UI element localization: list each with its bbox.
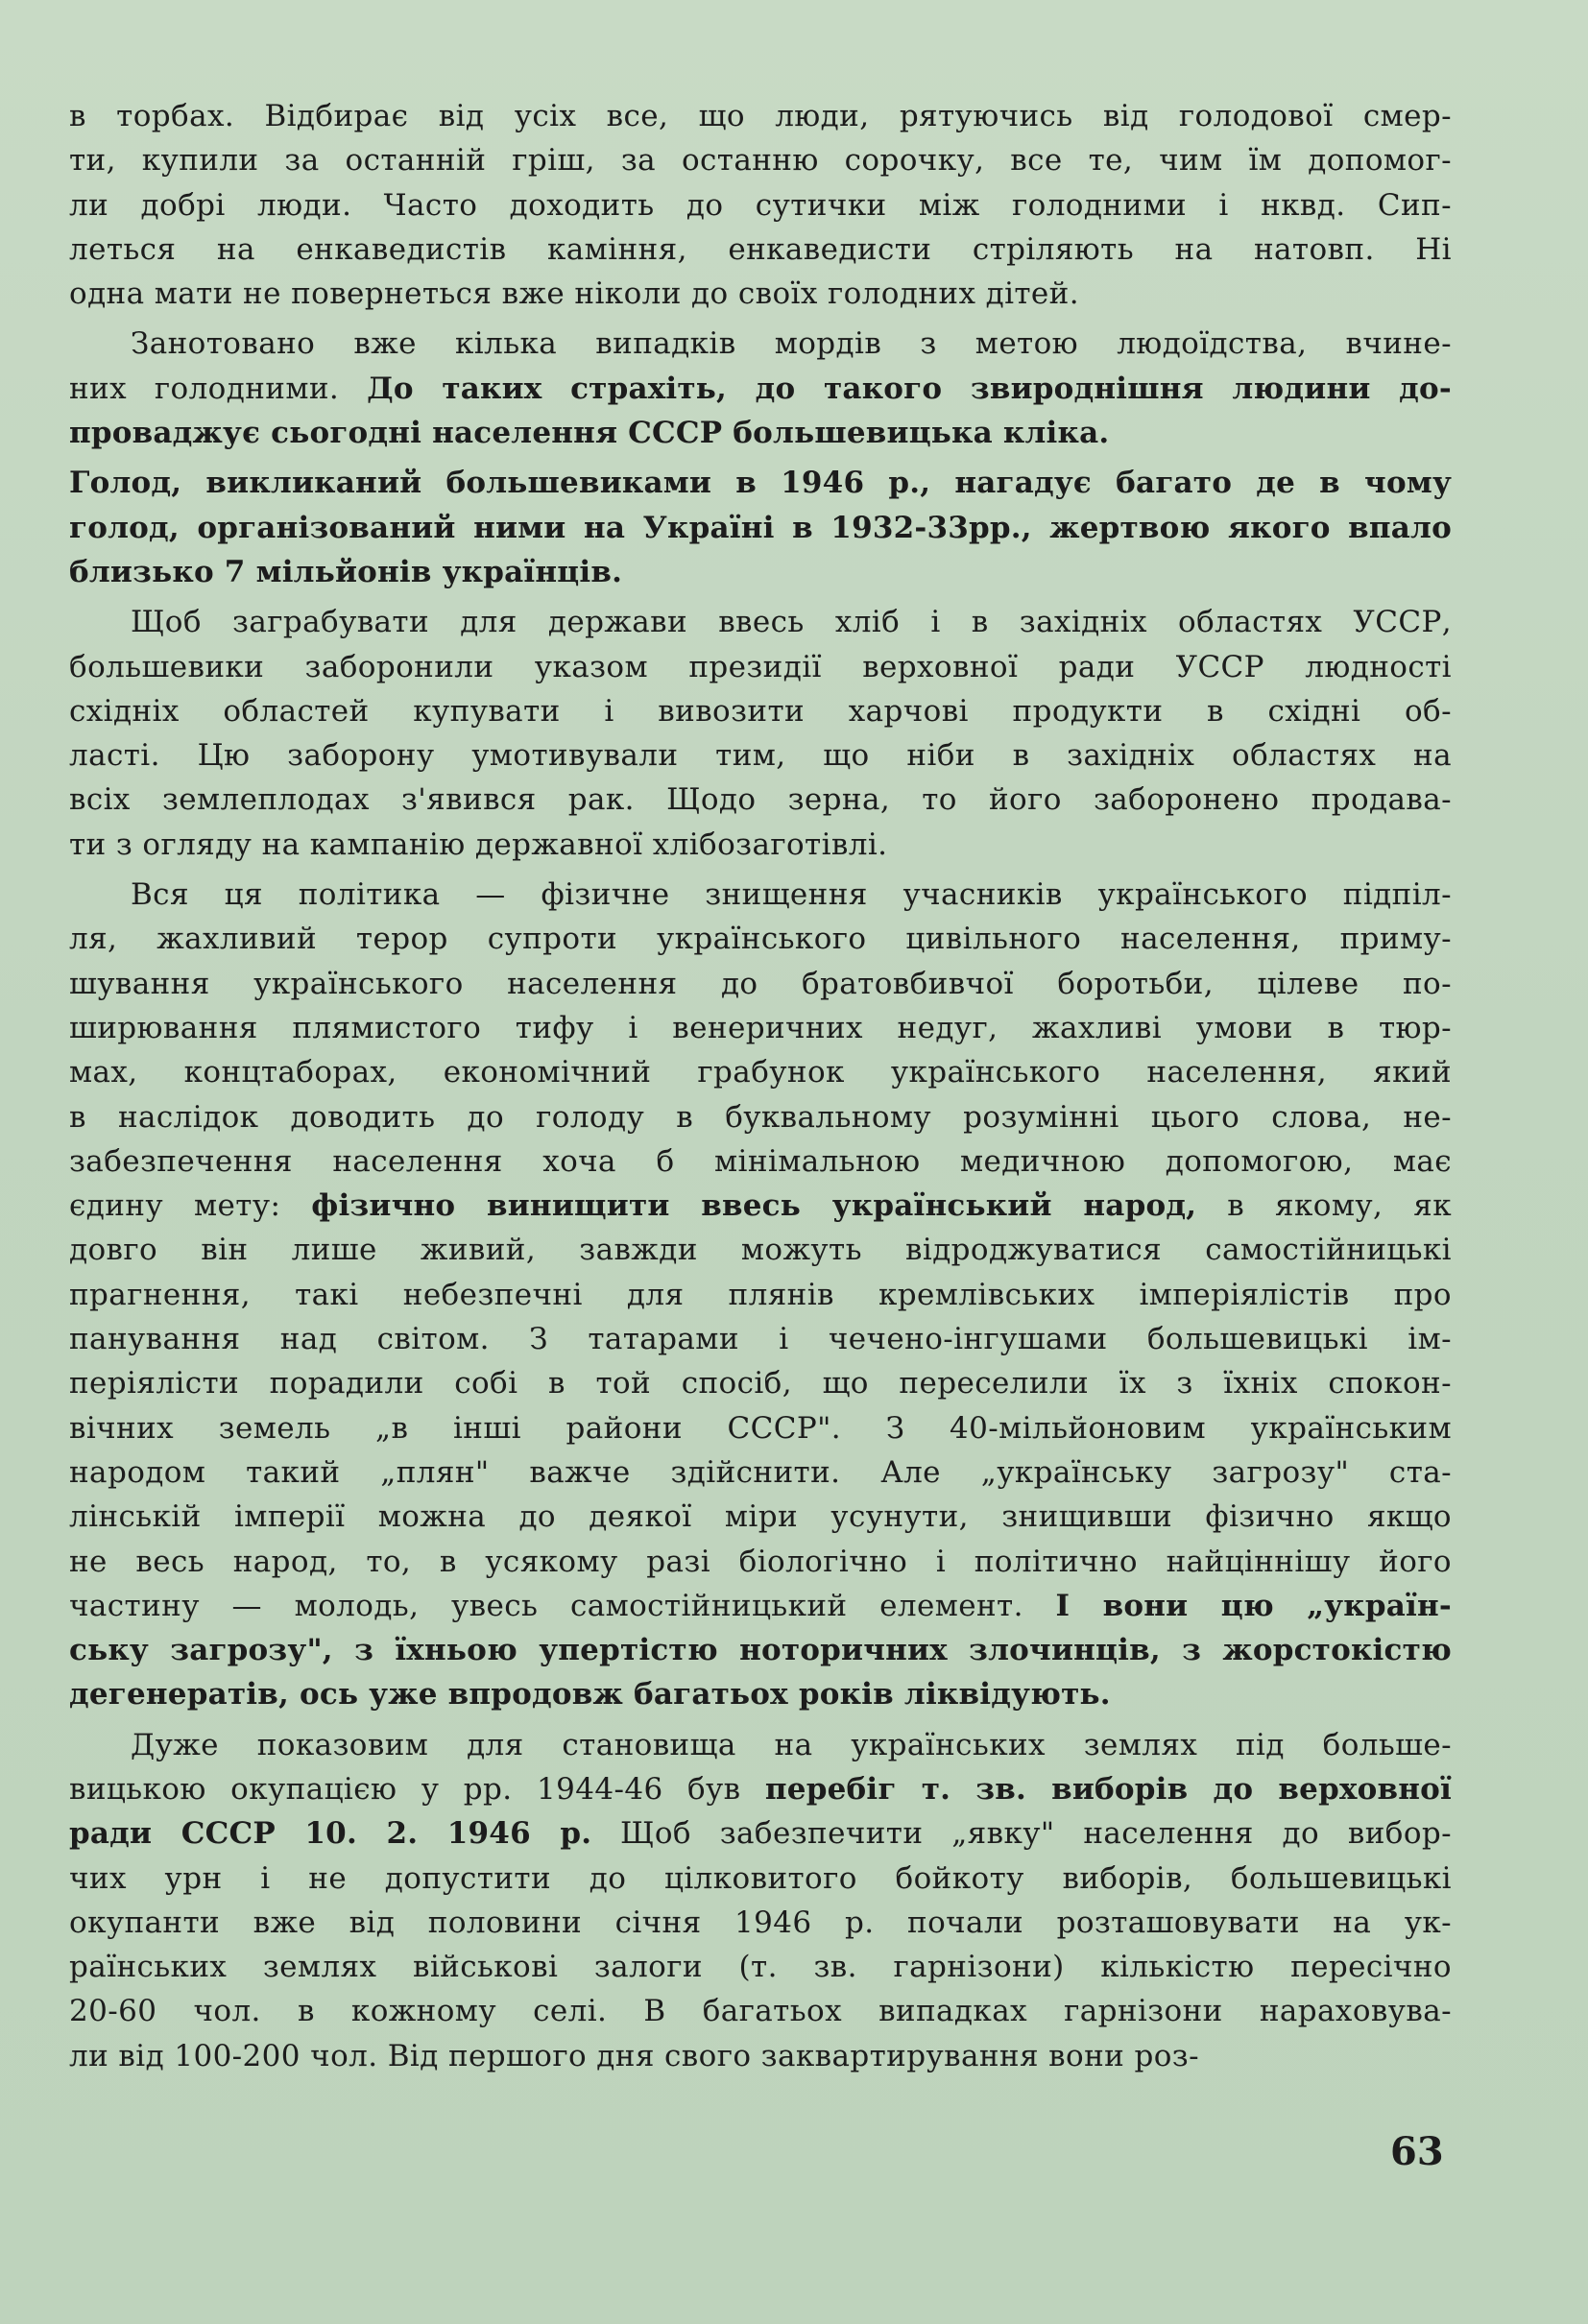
text-line	[69, 1361, 1452, 1405]
bold-text: перебіг т. зв. виборів до верховної	[764, 1771, 1452, 1807]
text-run: окупанти вже від половини січня 1946 р. почали розташовувати на ук-	[69, 1905, 1452, 1940]
text-run: єдину мету:	[69, 1188, 312, 1224]
text-run: частину — молодь, увесь самостійницький елемент.	[69, 1588, 1056, 1623]
text-line	[69, 1317, 1452, 1361]
text-run: них голодними.	[69, 371, 368, 406]
text-run: в наслідок доводить до голоду в буквальному розумінні цього слова, не-	[69, 1099, 1452, 1135]
paragraph	[69, 461, 1452, 594]
bold-text: проваджує сьогодні населення СССР большевицька кліка.	[69, 416, 1110, 451]
text-run: забезпечення населення хоча б мінімальною медичною допомогою, має	[69, 1143, 1452, 1179]
paragraph	[69, 873, 1452, 1717]
text-line	[69, 411, 1452, 455]
text-run: в торбах. Відбирає від усіх все, що люди, рятуючись від голодової смер-	[69, 99, 1452, 133]
text-run: ширювання плямистого тифу і венеричних недуг, жахливі умови в тюр-	[69, 1010, 1452, 1045]
text-run: Занотовано вже кілька випадків мордів з метою людоїдства, вчине-	[131, 326, 1452, 362]
text-run: всіх землеплодах з'явився рак. Щодо зерна, то його заборонено продава-	[69, 782, 1452, 818]
text-line	[69, 461, 1452, 505]
text-run: вицькою окупацією у рр. 1944-46 був	[69, 1771, 765, 1807]
bold-text: До таких страхіть, до такого звироднішня людини до-	[367, 371, 1452, 406]
text-run: мах, концтаборах, економічний грабунок українського населення, який	[69, 1055, 1452, 1090]
text-line	[69, 645, 1452, 689]
text-run: чих урн і не допустити до цілковитого бойкоту виборів, большевицькі	[69, 1860, 1452, 1896]
text-run: 20-60 чол. в кожному селі. В багатьох випадках гарнізони нараховува-	[69, 1994, 1452, 2029]
paragraph	[69, 1723, 1452, 2078]
text-line	[69, 550, 1452, 594]
text-line	[69, 1450, 1452, 1495]
text-line	[69, 2034, 1452, 2078]
text-line	[69, 778, 1452, 822]
text-line	[69, 1767, 1452, 1811]
text-line	[69, 367, 1452, 411]
text-line	[69, 322, 1452, 366]
text-line	[69, 1228, 1452, 1272]
bold-text: голод, організований ними на Україні в 1932-33рр., жертвою якого впало	[69, 510, 1452, 545]
text-line	[69, 600, 1452, 644]
text-run: народом такий „плян" важче здійснити. Але „українську загрозу" ста-	[69, 1454, 1452, 1490]
text-line	[69, 1050, 1452, 1094]
text-run: леться на енкаведистів каміння, енкаведисти стріляють на натовп. Ні	[69, 231, 1452, 267]
text-line	[69, 1095, 1452, 1139]
text-run: довго він лише живий, завжди можуть відроджуватися самостійницькі	[69, 1233, 1452, 1268]
text-run: ти, купили за останній гріш, за останню сорочку, все те, чим їм допомог-	[69, 143, 1452, 179]
text-run: східніх областей купувати і вивозити харчові продукти в східні об-	[69, 693, 1452, 729]
text-run: Щоб заграбувати для держави ввесь хліб і в західніх областях УССР,	[131, 605, 1452, 640]
text-line	[69, 917, 1452, 961]
text-run: шування українського населення до братовбивчої боротьби, цілеве по-	[69, 966, 1452, 1001]
text-line	[69, 1584, 1452, 1628]
text-line	[69, 1273, 1452, 1317]
text-column	[69, 94, 1452, 2078]
text-run: не весь народ, то, в усякому разі біологічно і політично найціннішу його	[69, 1544, 1452, 1579]
text-run: прагнення, такі небезпечні для плянів кремлівських імперіялістів про	[69, 1277, 1452, 1312]
text-line	[69, 823, 1452, 867]
text-run: в якому, як	[1196, 1188, 1452, 1224]
text-line	[69, 1811, 1452, 1856]
text-run: раїнських землях військові залоги (т. зв. гарнізони) кількістю пересічно	[69, 1950, 1452, 1985]
text-run: Щоб забезпечити „явку" населення до вибор-	[591, 1816, 1453, 1852]
text-line	[69, 1406, 1452, 1450]
bold-text: ську загрозу", з їхньою упертістю ноторичних злочинців, з жорстокістю	[69, 1633, 1452, 1668]
text-run: одна мати не повернеться вже ніколи до своїх голодних дітей.	[69, 276, 1079, 312]
text-run: лінській імперії можна до деякої міри усунути, знищивши фізично якщо	[69, 1499, 1452, 1535]
text-line	[69, 962, 1452, 1006]
bold-text: ради СССР 10. 2. 1946 р.	[69, 1816, 592, 1852]
text-line	[69, 1723, 1452, 1767]
text-line	[69, 1672, 1452, 1716]
text-line	[69, 873, 1452, 917]
text-line	[69, 1495, 1452, 1539]
text-run: большевики заборонили указом президії верховної ради УССР людності	[69, 649, 1452, 684]
text-run: ласті. Цю заборону умотивували тим, що ніби в західніх областях на	[69, 738, 1452, 774]
text-line	[69, 1901, 1452, 1945]
paragraph	[69, 322, 1452, 455]
text-line	[69, 272, 1452, 316]
text-line	[69, 1006, 1452, 1050]
text-line	[69, 1540, 1452, 1584]
bold-text: фізично винищити ввесь український народ,	[311, 1188, 1197, 1224]
text-line	[69, 228, 1452, 272]
bold-text: І вони цю „україн-	[1055, 1588, 1452, 1623]
text-run: Вся ця політика — фізичне знищення учасників українського підпіл-	[131, 877, 1452, 913]
text-line	[69, 1139, 1452, 1184]
text-run: ти з огляду на кампанію державної хлібозаготівлі.	[69, 827, 888, 862]
text-run: ли добрі люди. Часто доходить до сутички між голодними і нквд. Сип-	[69, 187, 1452, 223]
text-run: ля, жахливий терор супроти українського цивільного населення, приму-	[69, 922, 1452, 957]
bold-text: близько 7 мільйонів українців.	[69, 554, 623, 589]
text-line	[69, 506, 1452, 550]
bold-text: Голод, викликаний большевиками в 1946 р., нагадує багато де в чому	[69, 466, 1452, 501]
text-line	[69, 1184, 1452, 1228]
text-line	[69, 1628, 1452, 1672]
text-run: ли від 100-200 чол. Від першого дня свого заквартирування вони роз-	[69, 2038, 1199, 2073]
bold-text: дегенератів, ось уже впродовж багатьох років ліквідують.	[69, 1677, 1111, 1713]
page-number: 63	[1390, 2129, 1444, 2174]
text-run: періялісти порадили собі в той спосіб, що переселили їх з їхніх спокон-	[69, 1366, 1452, 1402]
text-line	[69, 94, 1452, 138]
text-line	[69, 733, 1452, 778]
text-line	[69, 183, 1452, 228]
paragraph	[69, 94, 1452, 316]
text-line	[69, 689, 1452, 733]
text-line	[69, 1989, 1452, 2033]
text-run: вічних земель „в інші райони СССР". З 40-мільйоновим українським	[69, 1410, 1452, 1446]
text-run: Дуже показовим для становища на українських землях під больше-	[131, 1727, 1452, 1762]
text-line	[69, 138, 1452, 182]
text-line	[69, 1945, 1452, 1989]
text-line	[69, 1857, 1452, 1901]
paragraph	[69, 600, 1452, 867]
text-run: панування над світом. З татарами і чечено-інгушами большевицькі ім-	[69, 1322, 1452, 1357]
